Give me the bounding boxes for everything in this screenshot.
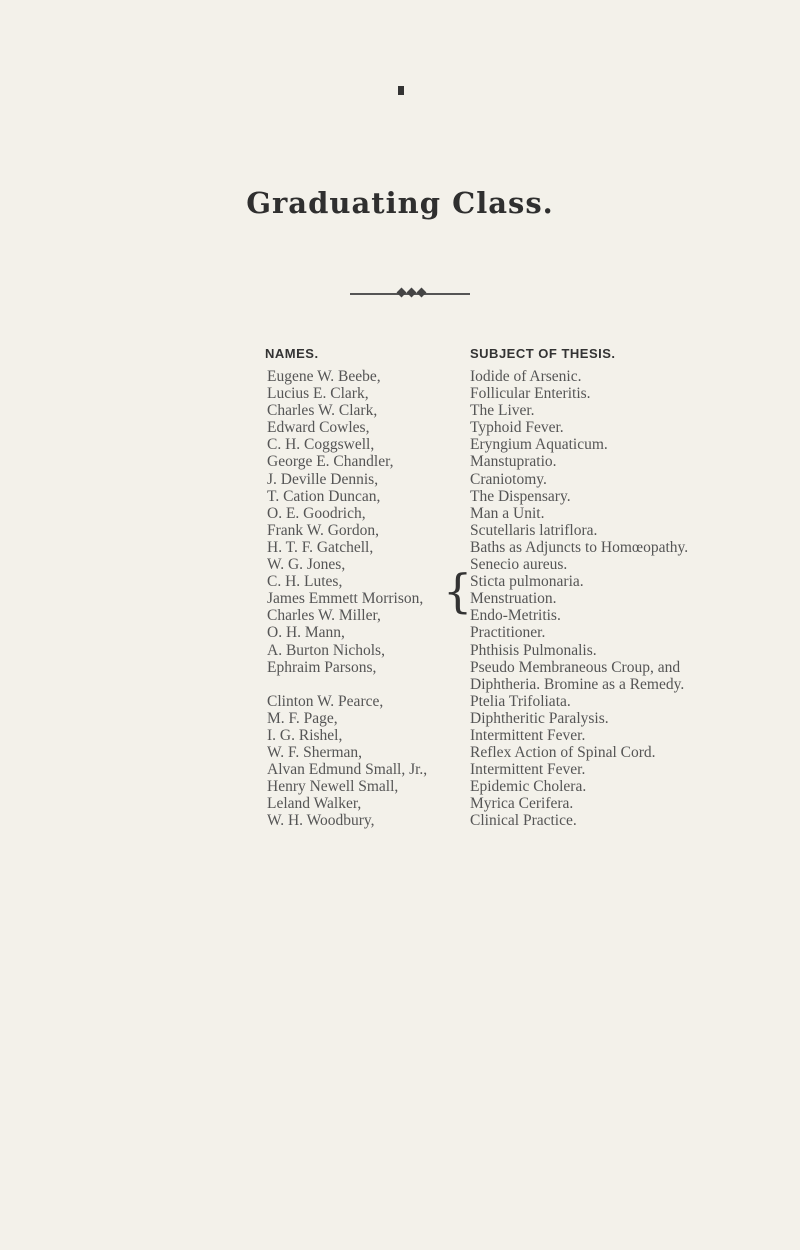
name-entry: W. G. Jones, (267, 556, 346, 574)
page-title: Graduating Class. (246, 186, 554, 220)
name-entry: Frank W. Gordon, (267, 521, 379, 539)
bracket-mark: { (443, 564, 473, 618)
name-entry: Lucius E. Clark, (267, 385, 369, 403)
subject-entry: Practitioner. (470, 624, 546, 642)
subject-entry: Baths as Adjuncts to Homœopathy. (470, 538, 689, 556)
name-entry: Charles W. Clark, (267, 402, 378, 420)
subject-entry: Iodide of Arsenic. (470, 368, 582, 385)
name-entry: Charles W. Miller, (267, 607, 381, 625)
name-entry: Ephraim Parsons, (267, 658, 377, 676)
subject-entry: Epidemic Cholera. (470, 778, 587, 796)
subject-entry: Endo-Metritis. (470, 607, 561, 625)
subject-entry: Reflex Action of Spinal Cord. (470, 744, 656, 762)
subject-entry: Manstupratio. (470, 453, 557, 471)
name-entry: O. E. Goodrich, (267, 504, 366, 522)
subject-entry: Myrica Cerifera. (470, 795, 574, 813)
ornamental-divider (350, 293, 470, 295)
subject-entry: Diphtheritic Paralysis. (470, 709, 609, 727)
name-entry: J. Deville Dennis, (267, 470, 379, 488)
names-column-header: NAMES. (265, 346, 319, 361)
name-entry: M. F. Page, (267, 709, 338, 727)
subject-entry: Pseudo Membraneous Croup, and (470, 658, 681, 676)
subject-entry: Ptelia Trifoliata. (470, 692, 571, 710)
names-list (267, 368, 467, 830)
subject-entry: Senecio aureus. (470, 556, 568, 574)
name-entry: A. Burton Nichols, (267, 641, 385, 659)
name-entry: W. F. Sherman, (267, 744, 363, 762)
subject-column-header: SUBJECT OF THESIS. (470, 346, 616, 361)
subject-entry: Diphtheria. Bromine as a Remedy. (470, 675, 685, 693)
name-entry: Clinton W. Pearce, (267, 692, 384, 710)
name-entry: C. H. Coggswell, (267, 436, 375, 454)
subject-entry: Man a Unit. (470, 504, 545, 522)
name-entry: James Emmett Morrison, (267, 590, 424, 608)
name-entry: Leland Walker, (267, 795, 362, 813)
name-entry: Eugene W. Beebe, (267, 368, 381, 385)
subject-entry: Sticta pulmonaria. (470, 573, 584, 591)
name-entry: Henry Newell Small, (267, 778, 399, 796)
subject-entry: The Dispensary. (470, 487, 571, 505)
subject-entry: Follicular Enteritis. (470, 385, 591, 403)
subject-entry: The Liver. (470, 402, 535, 420)
subject-entry: Eryngium Aquaticum. (470, 436, 608, 454)
name-entry: O. H. Mann, (267, 624, 345, 642)
subject-entry: Typhoid Fever. (470, 419, 564, 437)
name-entry: C. H. Lutes, (267, 573, 343, 591)
name-entry: George E. Chandler, (267, 453, 394, 471)
subject-entry: Menstruation. (470, 590, 557, 608)
subject-entry: Craniotomy. (470, 470, 547, 488)
subject-entry: Intermittent Fever. (470, 726, 586, 744)
name-entry: I. G. Rishel, (267, 726, 343, 744)
name-entry: T. Cation Duncan, (267, 487, 381, 505)
name-entry: Edward Cowles, (267, 419, 370, 437)
subject-entry: Phthisis Pulmonalis. (470, 641, 597, 659)
name-entry: Alvan Edmund Small, Jr., (267, 761, 428, 779)
name-entry: H. T. F. Gatchell, (267, 538, 374, 556)
subject-entry: Intermittent Fever. (470, 761, 586, 779)
ink-mark (398, 86, 404, 95)
subject-entry: Clinical Practice. (470, 812, 577, 830)
name-entry: W. H. Woodbury, (267, 812, 375, 830)
subject-entry: Scutellaris latriflora. (470, 521, 598, 539)
subjects-list (470, 368, 790, 830)
